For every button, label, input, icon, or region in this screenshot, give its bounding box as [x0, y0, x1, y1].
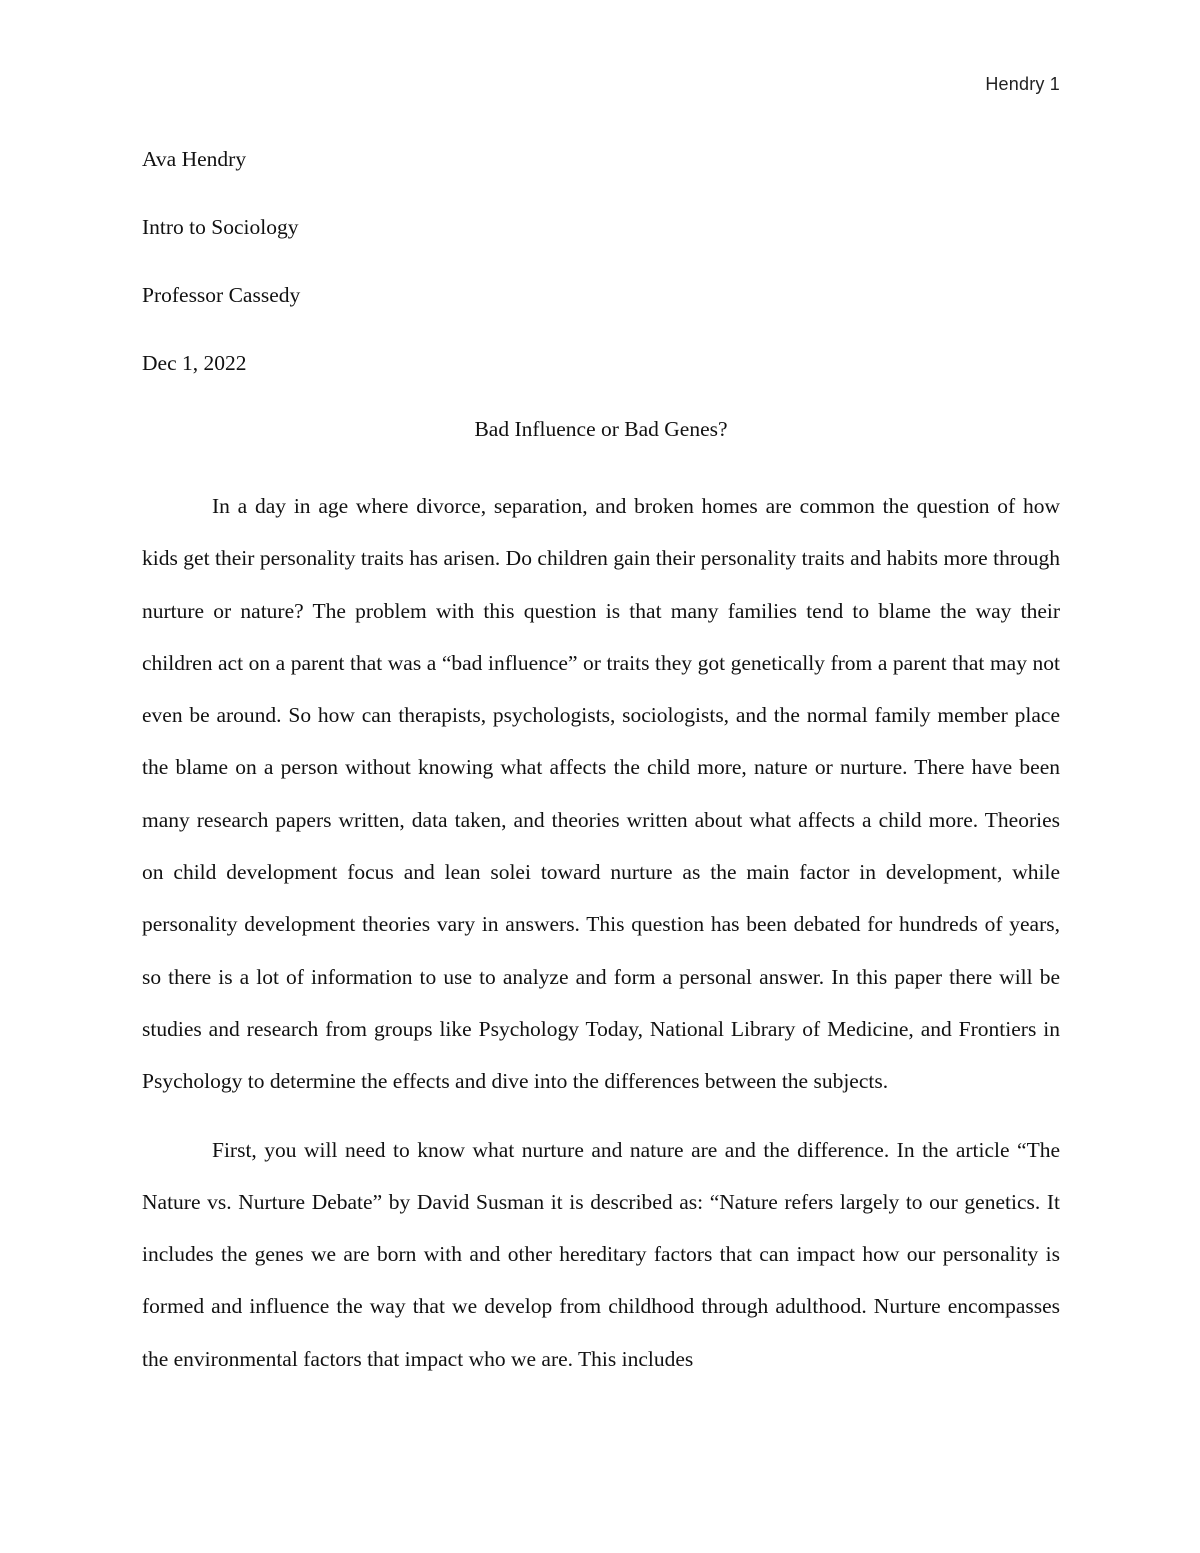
body-paragraph: First, you will need to know what nurture and nature are and the difference. In the article “The Nature vs. Nurture Debate” by David Susman it is described as: “Nature refers largely to our genetics. It includes the genes we are born with and other hereditary factors that can impact how our personality is formed and influence the way that we develop from childhood through adulthood. Nurture encompasses the environmental factors that impact who we are. This includes	[142, 1137, 1060, 1371]
running-header: Hendry 1	[985, 74, 1060, 94]
student-name: Ava Hendry	[142, 147, 247, 171]
mla-heading	[142, 142, 1062, 414]
date-line: Dec 1, 2022	[142, 351, 247, 375]
body-paragraph: In a day in age where divorce, separation, and broken homes are common the question of how kids get their personality traits has arisen. Do children gain their personality traits and habits more through nurture or nature? The problem with this question is that many families tend to blame the way their children act on a parent that was a “bad influence” or traits they got genetically from a parent that may not even be around. So how can therapists, psychologists, sociologists, and the normal family member place the blame on a person without knowing what affects the child more, nature or nurture. There have been many research papers written, data taken, and theories written about what affects a child more. Theories on child development focus and lean solei toward nurture as the main factor in development, while personality development theories vary in answers. This question has been debated for hundreds of years, so there is a lot of information to use to analyze and form a personal answer. In this paper there will be studies and research from groups like Psychology Today, National Library of Medicine, and Frontiers in Psychology to determine the effects and dive into the differences between the subjects.	[142, 494, 1060, 1094]
essay-body	[142, 480, 1060, 1401]
course-name: Intro to Sociology	[142, 215, 299, 239]
essay-title: Bad Influence or Bad Genes?	[474, 417, 728, 441]
professor-name: Professor Cassedy	[142, 283, 301, 307]
